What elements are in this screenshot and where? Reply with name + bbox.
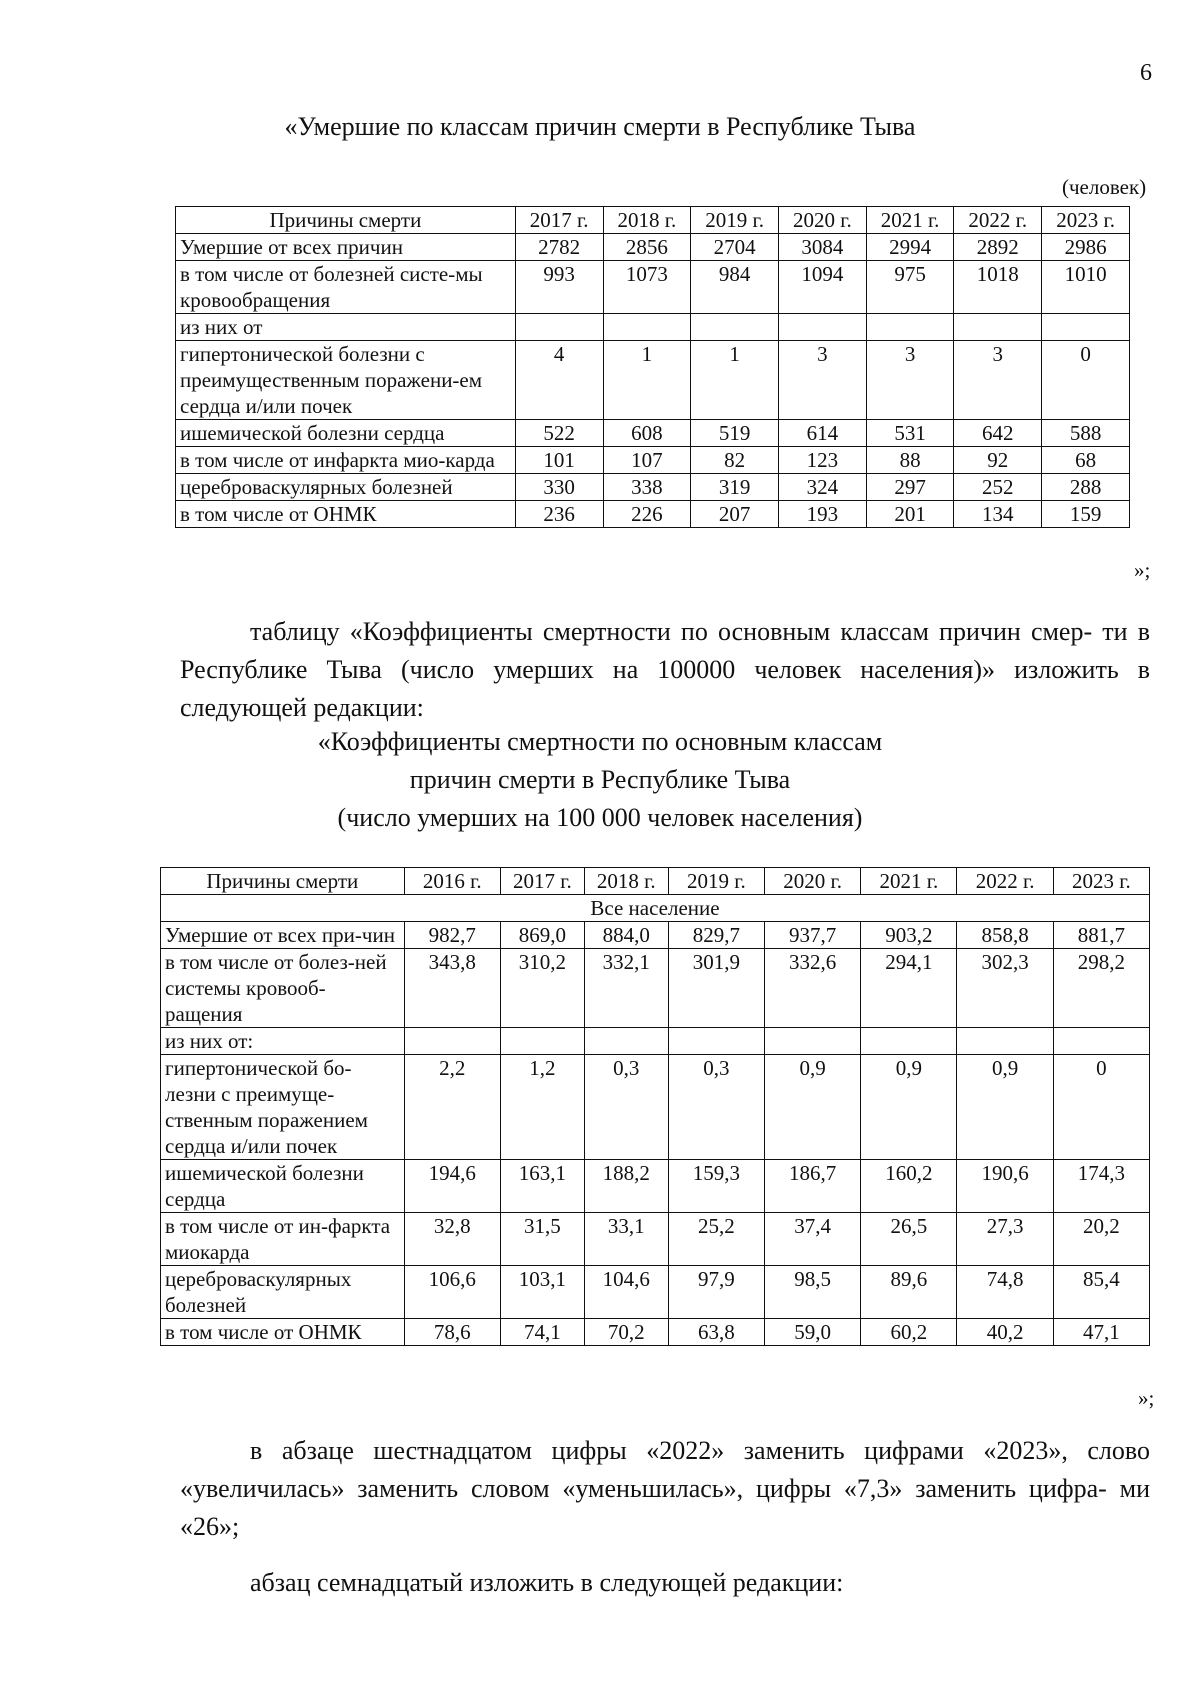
value-cell: 519 xyxy=(691,420,779,447)
paragraph-line: в абзаце шестнадцатом цифры «2022» заменить цифрами «2023», слово xyxy=(250,1436,1150,1465)
value-cell: 294,1 xyxy=(861,949,957,1028)
value-cell: 194,6 xyxy=(404,1160,500,1213)
header-cell: 2019 г. xyxy=(691,207,779,234)
row-label: ишемической болезни сердца xyxy=(176,420,516,447)
value-cell: 993 xyxy=(515,261,603,314)
table-row xyxy=(161,1266,1150,1319)
table-row xyxy=(176,447,1130,474)
value-cell: 26,5 xyxy=(861,1213,957,1266)
value-cell: 89,6 xyxy=(861,1266,957,1319)
value-cell: 522 xyxy=(515,420,603,447)
value-cell: 1010 xyxy=(1042,261,1130,314)
header-cell: 2016 г. xyxy=(404,868,500,895)
table2-title xyxy=(0,723,1200,837)
table-row xyxy=(176,234,1130,261)
value-cell: 588 xyxy=(1042,420,1130,447)
value-cell: 226 xyxy=(603,501,691,528)
value-cell: 3 xyxy=(778,341,866,420)
value-cell: 642 xyxy=(954,420,1042,447)
header-cell: 2021 г. xyxy=(861,868,957,895)
value-cell: 98,5 xyxy=(765,1266,861,1319)
row-label: в том числе от инфаркта мио-карда xyxy=(176,447,516,474)
table-row xyxy=(176,501,1130,528)
value-cell: 25,2 xyxy=(668,1213,764,1266)
value-cell: 288 xyxy=(1042,474,1130,501)
value-cell: 869,0 xyxy=(500,922,584,949)
value-cell: 190,6 xyxy=(957,1160,1053,1213)
header-cell: 2020 г. xyxy=(765,868,861,895)
table-row xyxy=(161,1160,1150,1213)
value-cell: 78,6 xyxy=(404,1319,500,1346)
table-header-row xyxy=(161,868,1150,895)
page-number: 6 xyxy=(1140,60,1152,86)
value-cell: 297 xyxy=(866,474,954,501)
value-cell: 123 xyxy=(778,447,866,474)
value-cell: 324 xyxy=(778,474,866,501)
table-header-row xyxy=(176,207,1130,234)
value-cell: 1 xyxy=(691,341,779,420)
value-cell: 186,7 xyxy=(765,1160,861,1213)
value-cell: 301,9 xyxy=(668,949,764,1028)
value-cell: 74,8 xyxy=(957,1266,1053,1319)
value-cell xyxy=(404,1028,500,1055)
value-cell: 201 xyxy=(866,501,954,528)
value-cell: 88 xyxy=(866,447,954,474)
value-cell: 107 xyxy=(603,447,691,474)
table1-title: «Умершие по классам причин смерти в Республике Тыва xyxy=(284,112,916,141)
table-row xyxy=(161,922,1150,949)
value-cell: 0,3 xyxy=(668,1055,764,1160)
value-cell xyxy=(500,1028,584,1055)
value-cell: 2782 xyxy=(515,234,603,261)
header-cell: 2018 г. xyxy=(603,207,691,234)
header-cell: 2023 г. xyxy=(1053,868,1149,895)
row-label: в том числе от ин-фаркта миокарда xyxy=(161,1213,405,1266)
value-cell: 70,2 xyxy=(584,1319,668,1346)
header-cell: 2019 г. xyxy=(668,868,764,895)
header-cell: 2017 г. xyxy=(500,868,584,895)
table-row xyxy=(161,1055,1150,1160)
value-cell xyxy=(668,1028,764,1055)
value-cell: 37,4 xyxy=(765,1213,861,1266)
value-cell: 0,9 xyxy=(765,1055,861,1160)
value-cell: 74,1 xyxy=(500,1319,584,1346)
row-label: гипертонической болезни с преимущественным поражени-ем сердца и/или почек xyxy=(176,341,516,420)
value-cell: 174,3 xyxy=(1053,1160,1149,1213)
value-cell xyxy=(866,314,954,341)
value-cell: 982,7 xyxy=(404,922,500,949)
value-cell: 63,8 xyxy=(668,1319,764,1346)
title-line: (число умерших на 100 000 человек населения) xyxy=(337,803,863,832)
table-row xyxy=(176,420,1130,447)
table2-closing-quote: »; xyxy=(1138,1386,1155,1410)
table-row xyxy=(161,949,1150,1028)
paragraph-table-replacement xyxy=(180,613,1150,727)
paragraph-line: ти в Республике Тыва (число умерших на 100000 человек населения)» изложить xyxy=(180,617,1151,684)
value-cell: 0 xyxy=(1053,1055,1149,1160)
value-cell: 236 xyxy=(515,501,603,528)
value-cell: 2994 xyxy=(866,234,954,261)
value-cell: 2986 xyxy=(1042,234,1130,261)
header-cell: 2021 г. xyxy=(866,207,954,234)
value-cell: 858,8 xyxy=(957,922,1053,949)
value-cell: 881,7 xyxy=(1053,922,1149,949)
value-cell: 92 xyxy=(954,447,1042,474)
value-cell: 101 xyxy=(515,447,603,474)
value-cell: 302,3 xyxy=(957,949,1053,1028)
value-cell: 159 xyxy=(1042,501,1130,528)
table-row xyxy=(176,314,1130,341)
paragraph-line: «увеличилась» заменить словом «уменьшилась», цифры «7,3» заменить цифра- xyxy=(180,1474,1107,1503)
value-cell: 1094 xyxy=(778,261,866,314)
value-cell: 1073 xyxy=(603,261,691,314)
title-line: причин смерти в Республике Тыва xyxy=(409,765,791,794)
row-label: ишемической болезни сердца xyxy=(161,1160,405,1213)
value-cell: 47,1 xyxy=(1053,1319,1149,1346)
value-cell: 1018 xyxy=(954,261,1042,314)
value-cell: 27,3 xyxy=(957,1213,1053,1266)
value-cell: 20,2 xyxy=(1053,1213,1149,1266)
value-cell: 160,2 xyxy=(861,1160,957,1213)
row-label: из них от xyxy=(176,314,516,341)
value-cell xyxy=(765,1028,861,1055)
value-cell xyxy=(778,314,866,341)
value-cell xyxy=(1042,314,1130,341)
value-cell: 330 xyxy=(515,474,603,501)
value-cell: 310,2 xyxy=(500,949,584,1028)
value-cell: 332,6 xyxy=(765,949,861,1028)
value-cell: 104,6 xyxy=(584,1266,668,1319)
value-cell: 82 xyxy=(691,447,779,474)
value-cell: 0,3 xyxy=(584,1055,668,1160)
value-cell: 60,2 xyxy=(861,1319,957,1346)
value-cell: 2,2 xyxy=(404,1055,500,1160)
value-cell: 32,8 xyxy=(404,1213,500,1266)
value-cell: 134 xyxy=(954,501,1042,528)
paragraph-line: в следующей редакции: xyxy=(180,655,1150,722)
value-cell: 207 xyxy=(691,501,779,528)
value-cell: 343,8 xyxy=(404,949,500,1028)
row-label: Умершие от всех причин xyxy=(176,234,516,261)
row-label: из них от: xyxy=(161,1028,405,1055)
header-cell: Причины смерти xyxy=(161,868,405,895)
value-cell: 614 xyxy=(778,420,866,447)
table-row xyxy=(161,1213,1150,1266)
value-cell: 59,0 xyxy=(765,1319,861,1346)
value-cell: 3 xyxy=(954,341,1042,420)
paragraph-amendment xyxy=(180,1432,1150,1546)
value-cell xyxy=(1053,1028,1149,1055)
value-cell xyxy=(954,314,1042,341)
value-cell: 0 xyxy=(1042,341,1130,420)
value-cell: 252 xyxy=(954,474,1042,501)
header-cell: 2022 г. xyxy=(957,868,1053,895)
row-label: Умершие от всех при-чин xyxy=(161,922,405,949)
value-cell: 338 xyxy=(603,474,691,501)
value-cell: 2856 xyxy=(603,234,691,261)
value-cell: 106,6 xyxy=(404,1266,500,1319)
value-cell: 188,2 xyxy=(584,1160,668,1213)
value-cell: 4 xyxy=(515,341,603,420)
value-cell: 0,9 xyxy=(957,1055,1053,1160)
value-cell: 3 xyxy=(866,341,954,420)
value-cell: 1 xyxy=(603,341,691,420)
row-label: в том числе от ОНМК xyxy=(161,1319,405,1346)
value-cell xyxy=(691,314,779,341)
row-label: гипертонической бо-лезни с преимуще-ственным поражением сердца и/или почек xyxy=(161,1055,405,1160)
row-label: в том числе от болезней систе-мы кровообращения xyxy=(176,261,516,314)
value-cell: 163,1 xyxy=(500,1160,584,1213)
value-cell: 97,9 xyxy=(668,1266,764,1319)
value-cell: 608 xyxy=(603,420,691,447)
value-cell: 31,5 xyxy=(500,1213,584,1266)
paragraph-line: ми «26»; xyxy=(180,1474,1151,1541)
value-cell: 68 xyxy=(1042,447,1130,474)
row-label: в том числе от болез-ней системы кровооб-ращения xyxy=(161,949,405,1028)
row-label: в том числе от ОНМК xyxy=(176,501,516,528)
title-line: «Коэффициенты смертности по основным классам xyxy=(317,727,883,756)
value-cell: 829,7 xyxy=(668,922,764,949)
value-cell: 884,0 xyxy=(584,922,668,949)
section-row xyxy=(161,895,1150,922)
header-cell: 2018 г. xyxy=(584,868,668,895)
paragraph-line: таблицу «Коэффициенты смертности по основным классам причин смер- xyxy=(250,617,1093,646)
table-row xyxy=(176,474,1130,501)
header-cell: 2023 г. xyxy=(1042,207,1130,234)
table-row xyxy=(176,261,1130,314)
value-cell: 33,1 xyxy=(584,1213,668,1266)
table1-closing-quote: »; xyxy=(1134,558,1151,582)
value-cell: 975 xyxy=(866,261,954,314)
row-label: цереброваскулярных болезней xyxy=(161,1266,405,1319)
row-label: цереброваскулярных болезней xyxy=(176,474,516,501)
value-cell: 193 xyxy=(778,501,866,528)
value-cell xyxy=(584,1028,668,1055)
value-cell: 1,2 xyxy=(500,1055,584,1160)
value-cell: 937,7 xyxy=(765,922,861,949)
header-cell: 2022 г. xyxy=(954,207,1042,234)
header-cell: 2017 г. xyxy=(515,207,603,234)
header-cell: 2020 г. xyxy=(778,207,866,234)
value-cell: 298,2 xyxy=(1053,949,1149,1028)
mortality-rate-table xyxy=(160,867,1150,1346)
value-cell: 0,9 xyxy=(861,1055,957,1160)
value-cell: 984 xyxy=(691,261,779,314)
value-cell: 103,1 xyxy=(500,1266,584,1319)
value-cell: 903,2 xyxy=(861,922,957,949)
deaths-table xyxy=(175,206,1130,528)
table-row xyxy=(161,1028,1150,1055)
value-cell xyxy=(603,314,691,341)
value-cell: 85,4 xyxy=(1053,1266,1149,1319)
table1-unit: (человек) xyxy=(1062,175,1147,199)
value-cell: 319 xyxy=(691,474,779,501)
value-cell: 2704 xyxy=(691,234,779,261)
value-cell xyxy=(957,1028,1053,1055)
value-cell: 2892 xyxy=(954,234,1042,261)
section-label: Все население xyxy=(161,895,1150,922)
header-cell: Причины смерти xyxy=(176,207,516,234)
table-row xyxy=(161,1319,1150,1346)
value-cell xyxy=(861,1028,957,1055)
value-cell: 159,3 xyxy=(668,1160,764,1213)
table-row xyxy=(176,341,1130,420)
value-cell: 3084 xyxy=(778,234,866,261)
value-cell xyxy=(515,314,603,341)
paragraph-seventeenth: абзац семнадцатый изложить в следующей редакции: xyxy=(250,1568,844,1597)
value-cell: 40,2 xyxy=(957,1319,1053,1346)
value-cell: 531 xyxy=(866,420,954,447)
value-cell: 332,1 xyxy=(584,949,668,1028)
